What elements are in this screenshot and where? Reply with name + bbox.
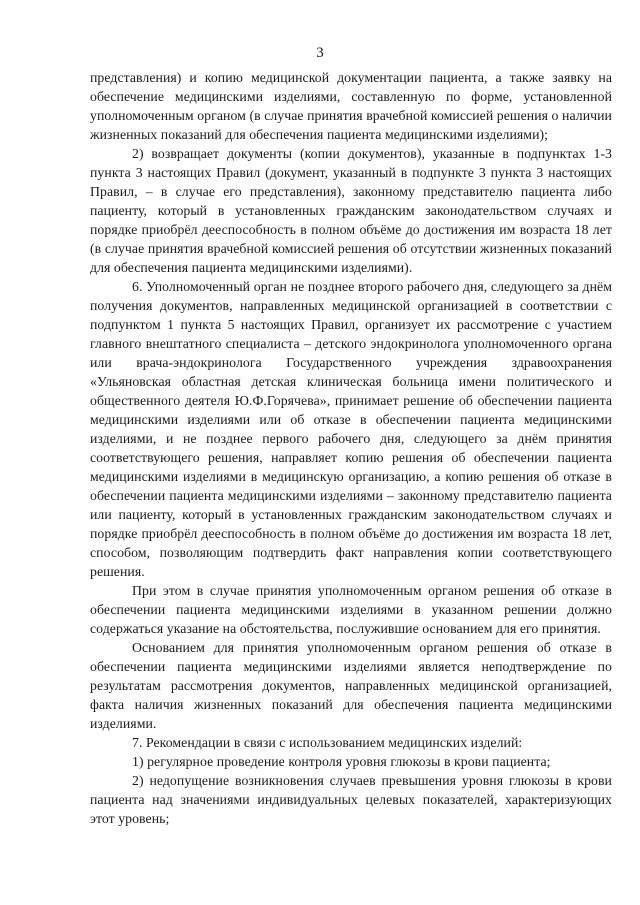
paragraph-section-6: 6. Уполномоченный орган не позднее второго рабочего дня, следующего за днём получения документов, направленных медицинской организацией в соответствии с подпунктом 1 пункта 5 настоящих Правил, организует их рассмотрение с участием главного внештатного специалиста – детского эндокринолога уполномоченного органа или врача-эндокринолога Государственного учреждения здравоохранения «Ульяновская областная детская клиническая больница имени политического и общественного деятеля Ю.Ф.Горячева», принимает решение об обеспечении пациента медицинскими изделиями или об отказе в обеспечении пациента медицинскими изделиями, и не позднее первого рабочего дня, следующего за днём принятия соответствующего решения, направляет копию решения об обеспечении пациента медицинскими изделиями в медицинскую организацию, а копию решения об отказе в обеспечении пациента медицинскими изделиями – законному представителю пациента или пациенту, который в установленных гражданским законодательством случаях и порядке приобрёл дееспособность в полном объёме до достижения им возраста 18 лет, способом, позволяющим подтвердить факт направления копии соответствующего решения. — [90, 279, 612, 579]
paragraph-recommendation-1: 1) регулярное проведение контроля уровня глюкозы в крови пациента; — [132, 754, 551, 769]
paragraph-recommendation-2: 2) недопущение возникновения случаев превышения уровня глюкозы в крови пациента над значениями индивидуальных целевых показателей, характеризующих этот уровень; — [90, 773, 612, 826]
document-body — [90, 68, 612, 828]
paragraph-subitem-2: 2) возвращает документы (копии документов), указанные в подпунктах 1-3 пункта 3 настоящих Правил (документ, указанный в подпункте 3 пункта 3 настоящих Правил, – в случае его представления), законному представителю пациента либо пациенту, который в установленных гражданским законодательством случаях и порядке приобрёл дееспособность в полном объёме до достижения им возраста 18 лет (в случае принятия врачебной комиссией решения об отсутствии жизненных показаний для обеспечения пациента медицинскими изделиями). — [90, 146, 612, 275]
paragraph-refusal-note: При этом в случае принятия уполномоченным органом решения об отказе в обеспечении пациента медицинскими изделиями в указанном решении должно содержаться указание на обстоятельства, послужившие основанием для его принятия. — [90, 583, 612, 636]
paragraph-section-7: 7. Рекомендации в связи с использованием медицинских изделий: — [132, 735, 523, 750]
page-number: 3 — [316, 45, 324, 61]
paragraph-continuation: представления) и копию медицинской документации пациента, а также заявку на обеспечение медицинскими изделиями, составленную по форме, установленной уполномоченным органом (в случае принятия врачебной комиссией решения о наличии жизненных показаний для обеспечения пациента медицинскими изделиями); — [90, 70, 612, 142]
paragraph-refusal-basis: Основанием для принятия уполномоченным органом решения об отказе в обеспечении пациента медицинскими изделиями является неподтверждение по результатам рассмотрения документов, направленных медицинской организацией, факта наличия жизненных показаний для обеспечения пациента медицинскими изделиями. — [90, 640, 612, 731]
